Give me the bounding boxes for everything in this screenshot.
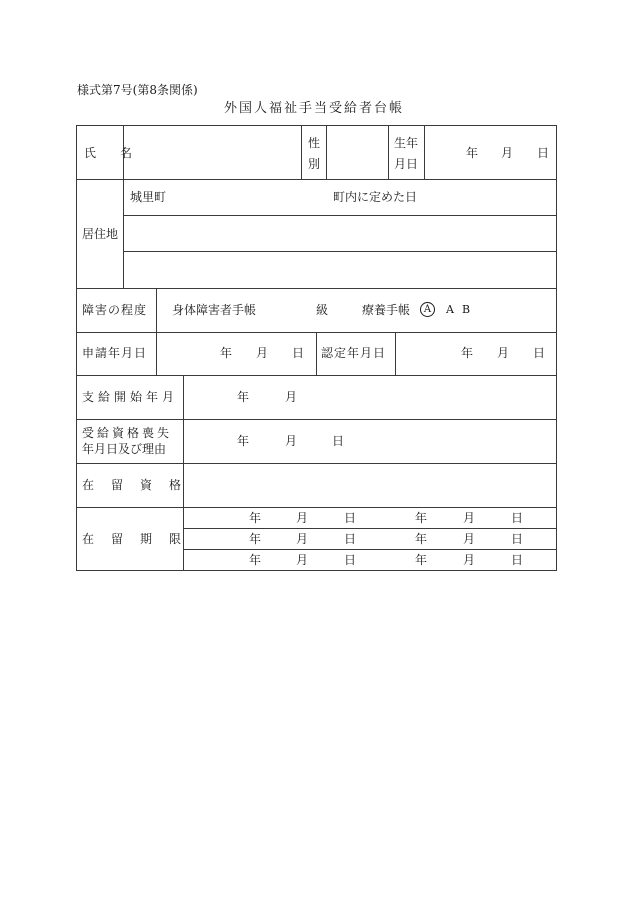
residence-period-label: 在留期限 xyxy=(82,532,199,546)
residence-status-label: 在留資格 xyxy=(82,478,199,492)
name-label: 氏 名 xyxy=(84,146,139,160)
period-3-to-year: 年 xyxy=(415,553,428,567)
address-line-1[interactable] xyxy=(124,216,556,251)
application-day-unit: 日 xyxy=(292,346,305,360)
period-1-to-month: 月 xyxy=(463,511,476,525)
loss-label-line2: 年月日及び理由 xyxy=(82,442,167,456)
period-2-from-year: 年 xyxy=(249,532,262,546)
option-a-circled[interactable]: A xyxy=(420,302,435,317)
address-label: 居住地 xyxy=(82,227,119,241)
birth-month-unit: 月 xyxy=(501,146,514,160)
period-2-from-month: 月 xyxy=(296,532,309,546)
form-title: 外国人福祉手当受給者台帳 xyxy=(224,101,405,116)
rehab-handbook-label: 療養手帳 xyxy=(362,303,411,317)
birth-label-line1: 生年 xyxy=(394,136,419,150)
settled-date-label: 町内に定めた日 xyxy=(333,190,418,204)
period-2-to-month: 月 xyxy=(463,532,476,546)
gender-field[interactable] xyxy=(327,126,388,179)
residence-status-field[interactable] xyxy=(184,464,556,507)
option-b[interactable]: B xyxy=(462,303,471,316)
application-month-unit: 月 xyxy=(256,346,269,360)
address-line-2[interactable] xyxy=(124,252,556,288)
gender-label-line2: 別 xyxy=(308,157,321,171)
birth-day-unit: 日 xyxy=(537,146,550,160)
name-field[interactable] xyxy=(124,126,301,179)
disability-label: 障害の程度 xyxy=(82,303,148,317)
birth-label-line2: 月日 xyxy=(394,157,419,171)
loss-day-unit: 日 xyxy=(332,434,345,448)
birth-year-unit: 年 xyxy=(466,146,479,160)
period-3-to-day: 日 xyxy=(511,553,524,567)
certification-year-unit: 年 xyxy=(461,346,474,360)
period-1-to-year: 年 xyxy=(415,511,428,525)
period-3-from-year: 年 xyxy=(249,553,262,567)
town-name: 城里町 xyxy=(130,190,167,204)
loss-year-unit: 年 xyxy=(237,434,250,448)
payment-start-year-unit: 年 xyxy=(237,390,250,404)
period-1-from-day: 日 xyxy=(344,511,357,525)
period-2-to-day: 日 xyxy=(511,532,524,546)
loss-label-line1: 受給資格喪失 xyxy=(82,426,173,440)
certification-day-unit: 日 xyxy=(533,346,546,360)
application-year-unit: 年 xyxy=(220,346,233,360)
period-2-from-day: 日 xyxy=(344,532,357,546)
certification-month-unit: 月 xyxy=(497,346,510,360)
application-date-label: 申請年月日 xyxy=(82,346,148,360)
certification-date-label: 認定年月日 xyxy=(321,346,387,360)
period-1-to-day: 日 xyxy=(511,511,524,525)
payment-start-month-unit: 月 xyxy=(285,390,298,404)
period-2-to-year: 年 xyxy=(415,532,428,546)
option-a[interactable]: A xyxy=(446,303,454,316)
period-1-from-month: 月 xyxy=(296,511,309,525)
loss-month-unit: 月 xyxy=(285,434,298,448)
form-number: 様式第7号(第8条関係) xyxy=(77,83,198,97)
gender-label-line1: 性 xyxy=(308,136,321,150)
period-3-from-day: 日 xyxy=(344,553,357,567)
physical-handbook-label: 身体障害者手帳 xyxy=(172,303,257,317)
period-3-from-month: 月 xyxy=(296,553,309,567)
period-1-from-year: 年 xyxy=(249,511,262,525)
payment-start-label: 支給開始年月 xyxy=(82,390,179,404)
period-3-to-month: 月 xyxy=(463,553,476,567)
grade-unit: 級 xyxy=(316,303,329,317)
